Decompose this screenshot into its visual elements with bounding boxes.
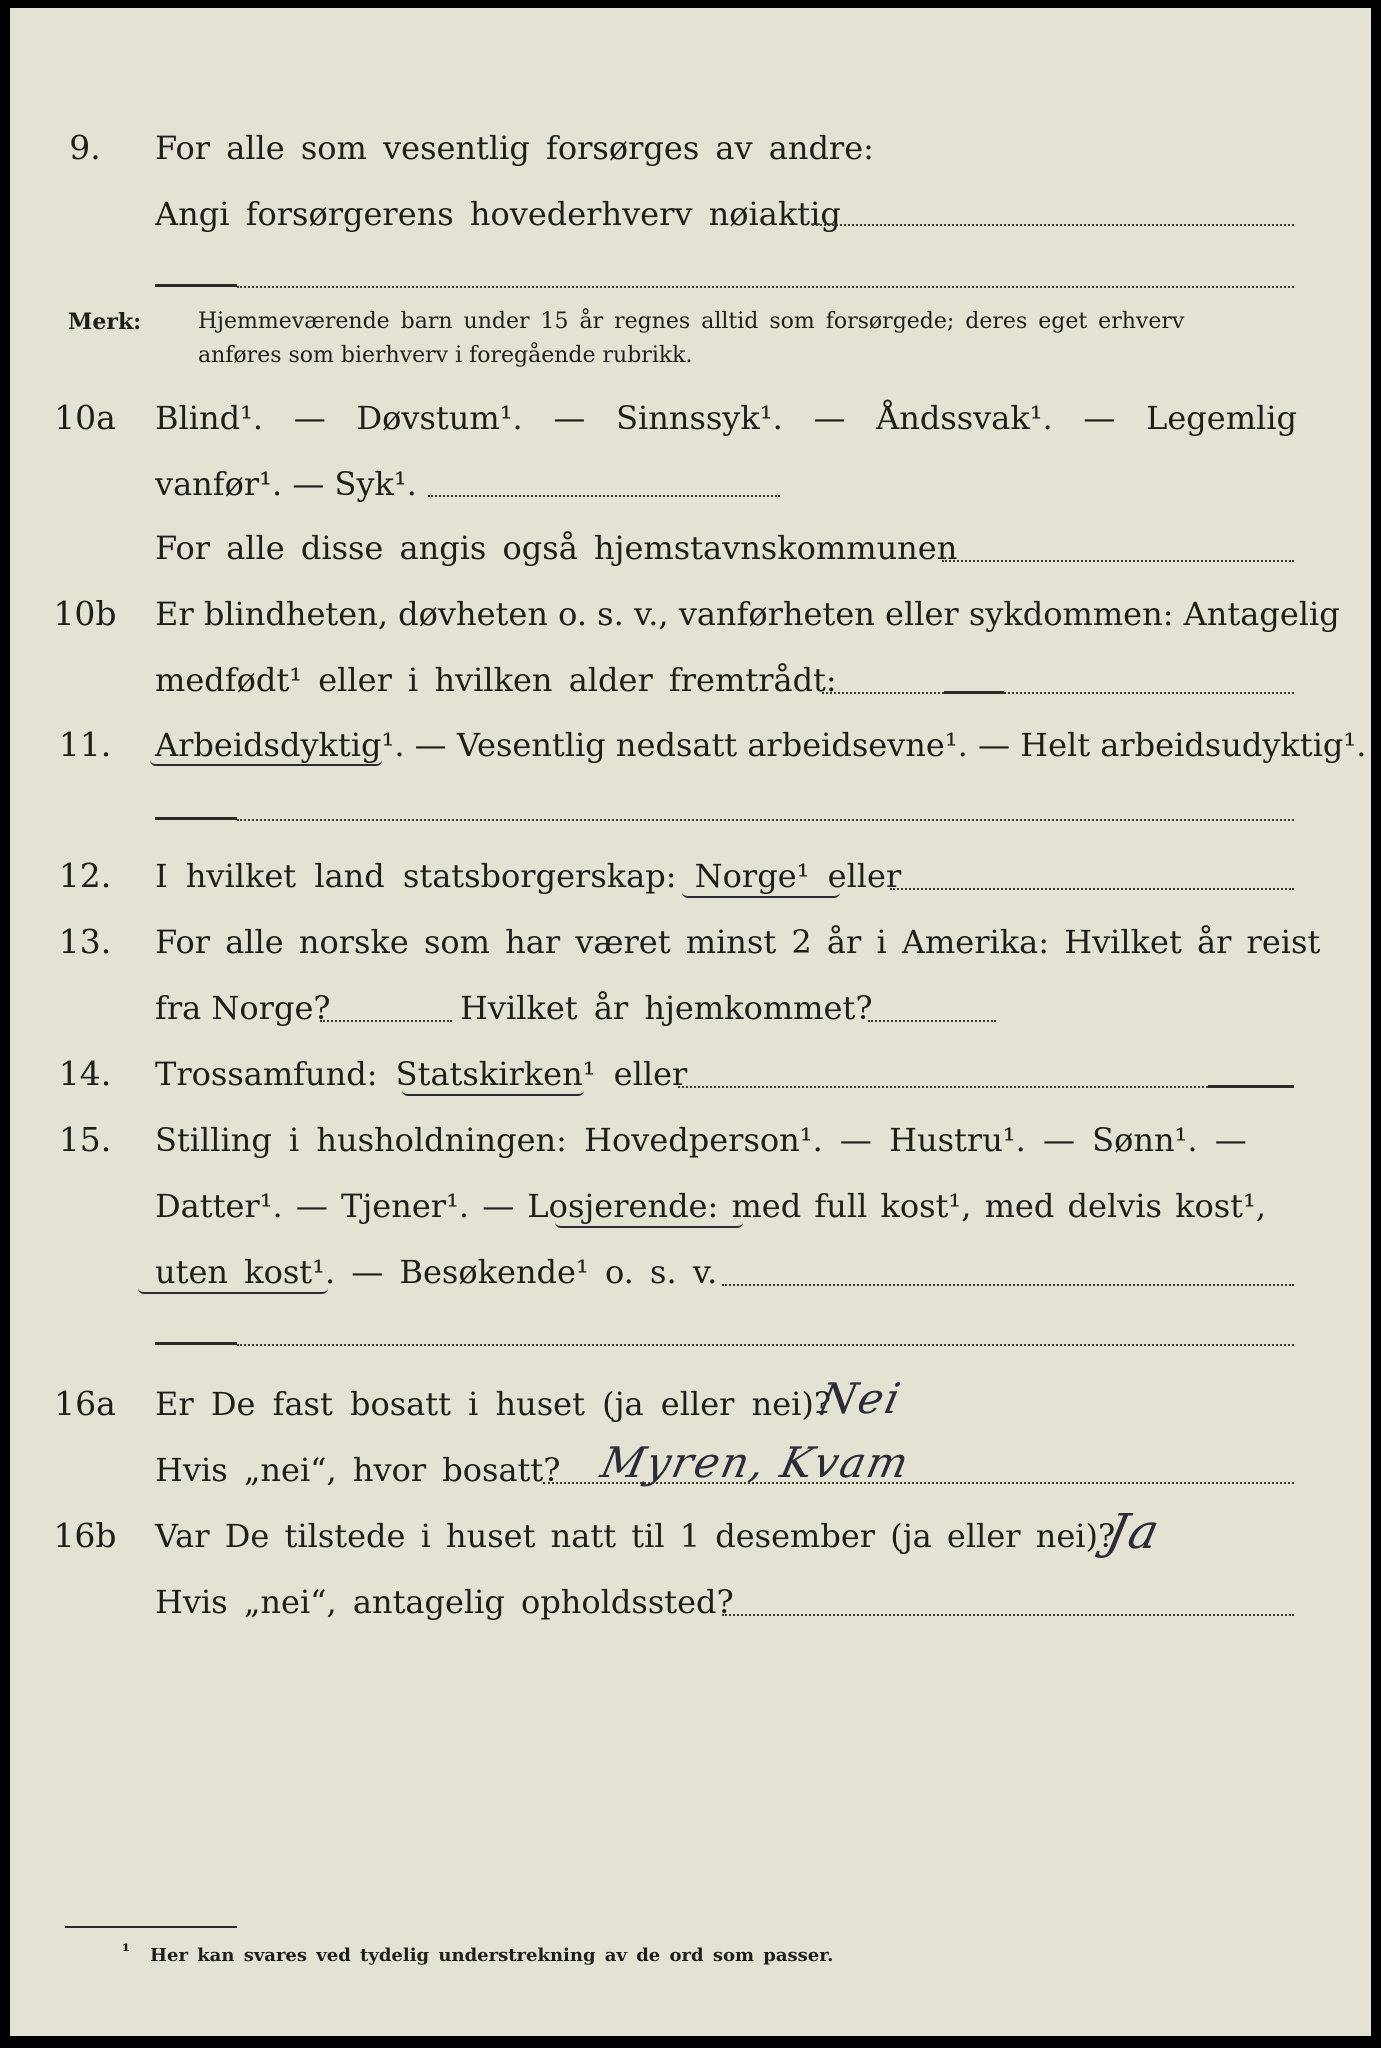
option-andssvak: Åndssvak¹.: [876, 399, 1053, 437]
q15-line2: Datter¹. — Tjener¹. — Losjerende: med full kost¹, med delvis kost¹,: [155, 1187, 1267, 1225]
q10a-line3: For alle disse angis også hjemstavnskommunen: [155, 529, 958, 567]
q9-line1: For alle som vesentlig forsørges av andre:: [155, 129, 874, 167]
q10b-answer-line2[interactable]: [1004, 692, 1294, 694]
question-number-16b: 16b: [53, 1516, 117, 1555]
q13-answer-reist[interactable]: [320, 1020, 452, 1022]
q14-answer-line[interactable]: [678, 1086, 1208, 1088]
q10a-line1: [155, 398, 1297, 438]
q9-rule: [155, 284, 237, 287]
q16a-line2: Hvis „nei“, hvor bosatt?: [155, 1451, 561, 1489]
handwritten-underline-uten-kost: [138, 1288, 328, 1294]
q13-line2b: Hvilket år hjemkommet?: [460, 989, 873, 1027]
q15-line1: Stilling i husholdningen: Hovedperson¹. — Hustru¹. — Sønn¹. —: [155, 1121, 1247, 1159]
merk-label: Merk:: [68, 309, 142, 335]
handwritten-answer-ja: Ja: [1102, 1504, 1166, 1560]
form-page: [10, 8, 1371, 2036]
q15-answer-line[interactable]: [722, 1284, 1294, 1286]
question-number-13: 13.: [58, 922, 112, 961]
q10b-rule: [944, 691, 1004, 694]
question-number-16a: 16a: [54, 1384, 116, 1423]
q14-line1: Trossamfund: Statskirken¹ eller: [155, 1055, 688, 1093]
q11-line1: Arbeidsdyktig¹. — Vesentlig nedsatt arbeidsevne¹. — Helt arbeidsudyktig¹.: [155, 726, 1367, 764]
q10b-line1: Er blindheten, døvheten o. s. v., vanførheten eller sykdommen: Antagelig: [155, 595, 1340, 633]
question-number-11: 11.: [58, 725, 112, 764]
dash: —: [293, 399, 326, 437]
dash: —: [1083, 399, 1116, 437]
handwritten-underline-arbeidsdyktig: [150, 760, 382, 766]
q10a-answer-line[interactable]: [428, 495, 780, 497]
merk-line2: anføres som bierhverv i foregående rubrikk.: [198, 343, 693, 368]
q9-answer-line2[interactable]: [237, 286, 1294, 288]
q10b-line2: medfødt¹ eller i hvilken alder fremtrådt:: [155, 661, 837, 699]
q9-answer-line[interactable]: [812, 224, 1294, 226]
q15-rule: [155, 1342, 237, 1345]
q11-rule: [155, 817, 237, 820]
option-sinnssyk: Sinnssyk¹.: [616, 399, 783, 437]
merk-line1: Hjemmeværende barn under 15 år regnes alltid som forsørgede; deres eget erhverv: [198, 309, 1185, 334]
handwritten-underline-statskirken: [402, 1090, 584, 1096]
handwritten-answer-nei: Nei: [814, 1374, 907, 1423]
option-dovstum: Døvstum¹.: [356, 399, 523, 437]
q15-answer-line2[interactable]: [237, 1344, 1294, 1346]
footnote-text: Her kan svares ved tydelig understrekning av de ord som passer.: [150, 1945, 834, 1966]
question-number-10b: 10b: [53, 594, 117, 633]
q11-answer-line[interactable]: [237, 819, 1294, 821]
q16b-line1: Var De tilstede i huset natt til 1 desember (ja eller nei)?: [155, 1517, 1116, 1555]
question-number-12: 12.: [58, 856, 112, 895]
q12-line1: I hvilket land statsborgerskap: Norge¹ eller: [155, 857, 902, 895]
question-number-15: 15.: [58, 1120, 112, 1159]
q16b-answer-line[interactable]: [722, 1614, 1294, 1616]
question-number-9: 9.: [69, 128, 101, 167]
q15-line3: uten kost¹. — Besøkende¹ o. s. v.: [155, 1253, 718, 1291]
option-blind: Blind¹.: [155, 399, 264, 437]
dash: —: [813, 399, 846, 437]
q9-line2: Angi forsørgerens hovederhverv nøiaktig: [155, 195, 841, 233]
question-number-14: 14.: [58, 1054, 112, 1093]
q13-line1: For alle norske som har været minst 2 år i Amerika: Hvilket år reist: [155, 923, 1321, 961]
footnote-rule: [65, 1926, 237, 1928]
q10a-answer-line2[interactable]: [942, 560, 1294, 562]
handwritten-underline-losjerende: [555, 1222, 743, 1228]
handwritten-underline-norge: [682, 892, 840, 898]
q16b-line2: Hvis „nei“, antagelig opholdssted?: [155, 1583, 734, 1621]
q16a-line1: Er De fast bosatt i huset (ja eller nei)?: [155, 1385, 832, 1423]
handwritten-answer-bosatt: Myren, Kvam: [596, 1438, 915, 1487]
dash: —: [553, 399, 586, 437]
question-number-10a: 10a: [54, 398, 116, 437]
q14-rule: [1208, 1085, 1294, 1088]
q13-answer-hjemkommet[interactable]: [868, 1020, 996, 1022]
q13-line2a: fra Norge?: [155, 989, 331, 1027]
q12-answer-line[interactable]: [890, 888, 1294, 890]
footnote-mark: ¹: [122, 1941, 130, 1962]
q10b-answer-line[interactable]: [822, 692, 944, 694]
option-legemlig: Legemlig: [1146, 399, 1297, 437]
q10a-line2: vanfør¹. — Syk¹.: [155, 465, 417, 503]
